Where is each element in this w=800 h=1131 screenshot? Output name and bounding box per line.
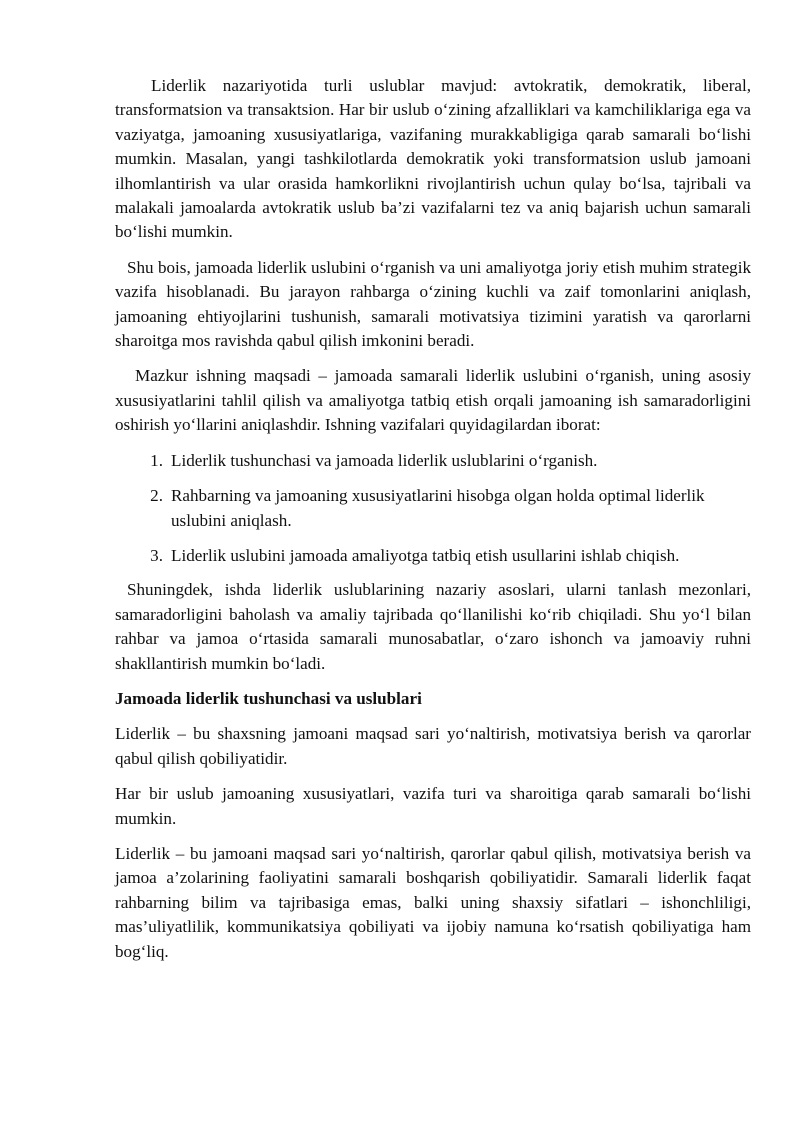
document-page <box>115 74 751 975</box>
paragraph-strategic-task: Shu bois, jamoada liderlik uslubini o‘rganish va uni amaliyotga joriy etish muhim strategik vazifa hisoblanadi. Bu jarayon rahbarga o‘zining kuchli va zaif tomonlarini aniqlash, jamoaning ehtiyojlarini tushunish, samarali motivatsiya tizimini yaratish va qarorlarni sharoitga mos ravishda qabul qilish imkonini beradi. <box>115 257 751 351</box>
paragraph-work-goal: Mazkur ishning maqsadi – jamoada samarali liderlik uslubini o‘rganish, uning asosiy xususiyatlarini tahlil qilish va amaliyotga tatbiq etish orqali jamoaning ish samaradorligini oshirish yo‘llarini aniqlashdir. Ishning vazifalari quyidagilardan iborat: <box>115 366 751 435</box>
paragraph-style-effectiveness: Har bir uslub jamoaning xususiyatlari, vazifa turi va sharoitiga qarab samarali bo‘lishi mumkin. <box>115 784 751 828</box>
list-item-text: Liderlik uslubini jamoada amaliyotga tatbiq etish usullarini ishlab chiqish. <box>171 545 680 565</box>
list-item <box>115 544 751 568</box>
list-item-number: 2. <box>150 486 163 506</box>
paragraph-leadership-definition: Liderlik – bu shaxsning jamoani maqsad sari yo‘naltirish, motivatsiya berish va qarorlar qabul qilish qobiliyatidir. <box>115 724 751 768</box>
list-item-number: 3. <box>150 545 163 565</box>
paragraph-theoretical-basis: Shuningdek, ishda liderlik uslublarining nazariy asoslari, ularni tanlash mezonlari, samaradorligini baholash va amaliy tajribada qo‘llanilishi ko‘rib chiqiladi. Shu yo‘l bilan rahbar va jamoa o‘rtasida samarali munosabatlar, o‘zaro ishonch va jamoaviy ruhni shakllantirish mumkin bo‘ladi. <box>115 580 751 673</box>
paragraph-leadership-qualities: Liderlik – bu jamoani maqsad sari yo‘naltirish, qarorlar qabul qilish, motivatsiya berish va jamoa a’zolarining faoliyatini samarali boshqarish qobiliyatidir. Samarali liderlik faqat rahbarning bilim va tajribasiga emas, balki uning shaxsiy sifatlari – ishonchliligi, mas’uliyatlilik, kommunikatsiya qobiliyati va ijobiy namuna ko‘rsatish qobiliyatiga ham bog‘liq. <box>115 843 751 961</box>
list-item <box>115 484 751 533</box>
intro-paragraph-leadership-styles: Liderlik nazariyotida turli uslublar mavjud: avtokratik, demokratik, liberal, transformatsion va transaktsion. Har bir uslub o‘zining afzalliklari va kamchiliklariga ega va vaziyatga, jamoaning xususiyatlariga, vazifaning murakkabligiga qarab samarali bo‘lishi mumkin. Masalan, yangi tashkilotlarda demokratik yoki transformatsion uslub jamoani ilhomlantirish va ular orasida hamkorlikni rivojlantirish uchun qulay bo‘lsa, tajribali va malakali jamoalarda avtokratik uslub ba’zi vazifalarni tez va aniq bajarish uchun samarali bo‘lishi mumkin. <box>115 76 751 242</box>
list-item <box>115 449 751 473</box>
section-heading: Jamoada liderlik tushunchasi va uslublari <box>115 688 422 708</box>
list-item-text: Rahbarning va jamoaning xususiyatlarini hisobga olgan holda optimal liderlik uslubini aniqlash. <box>171 486 705 530</box>
list-item-text: Liderlik tushunchasi va jamoada liderlik uslublarini o‘rganish. <box>171 450 598 470</box>
task-list <box>115 449 751 569</box>
list-item-number: 1. <box>150 450 163 470</box>
